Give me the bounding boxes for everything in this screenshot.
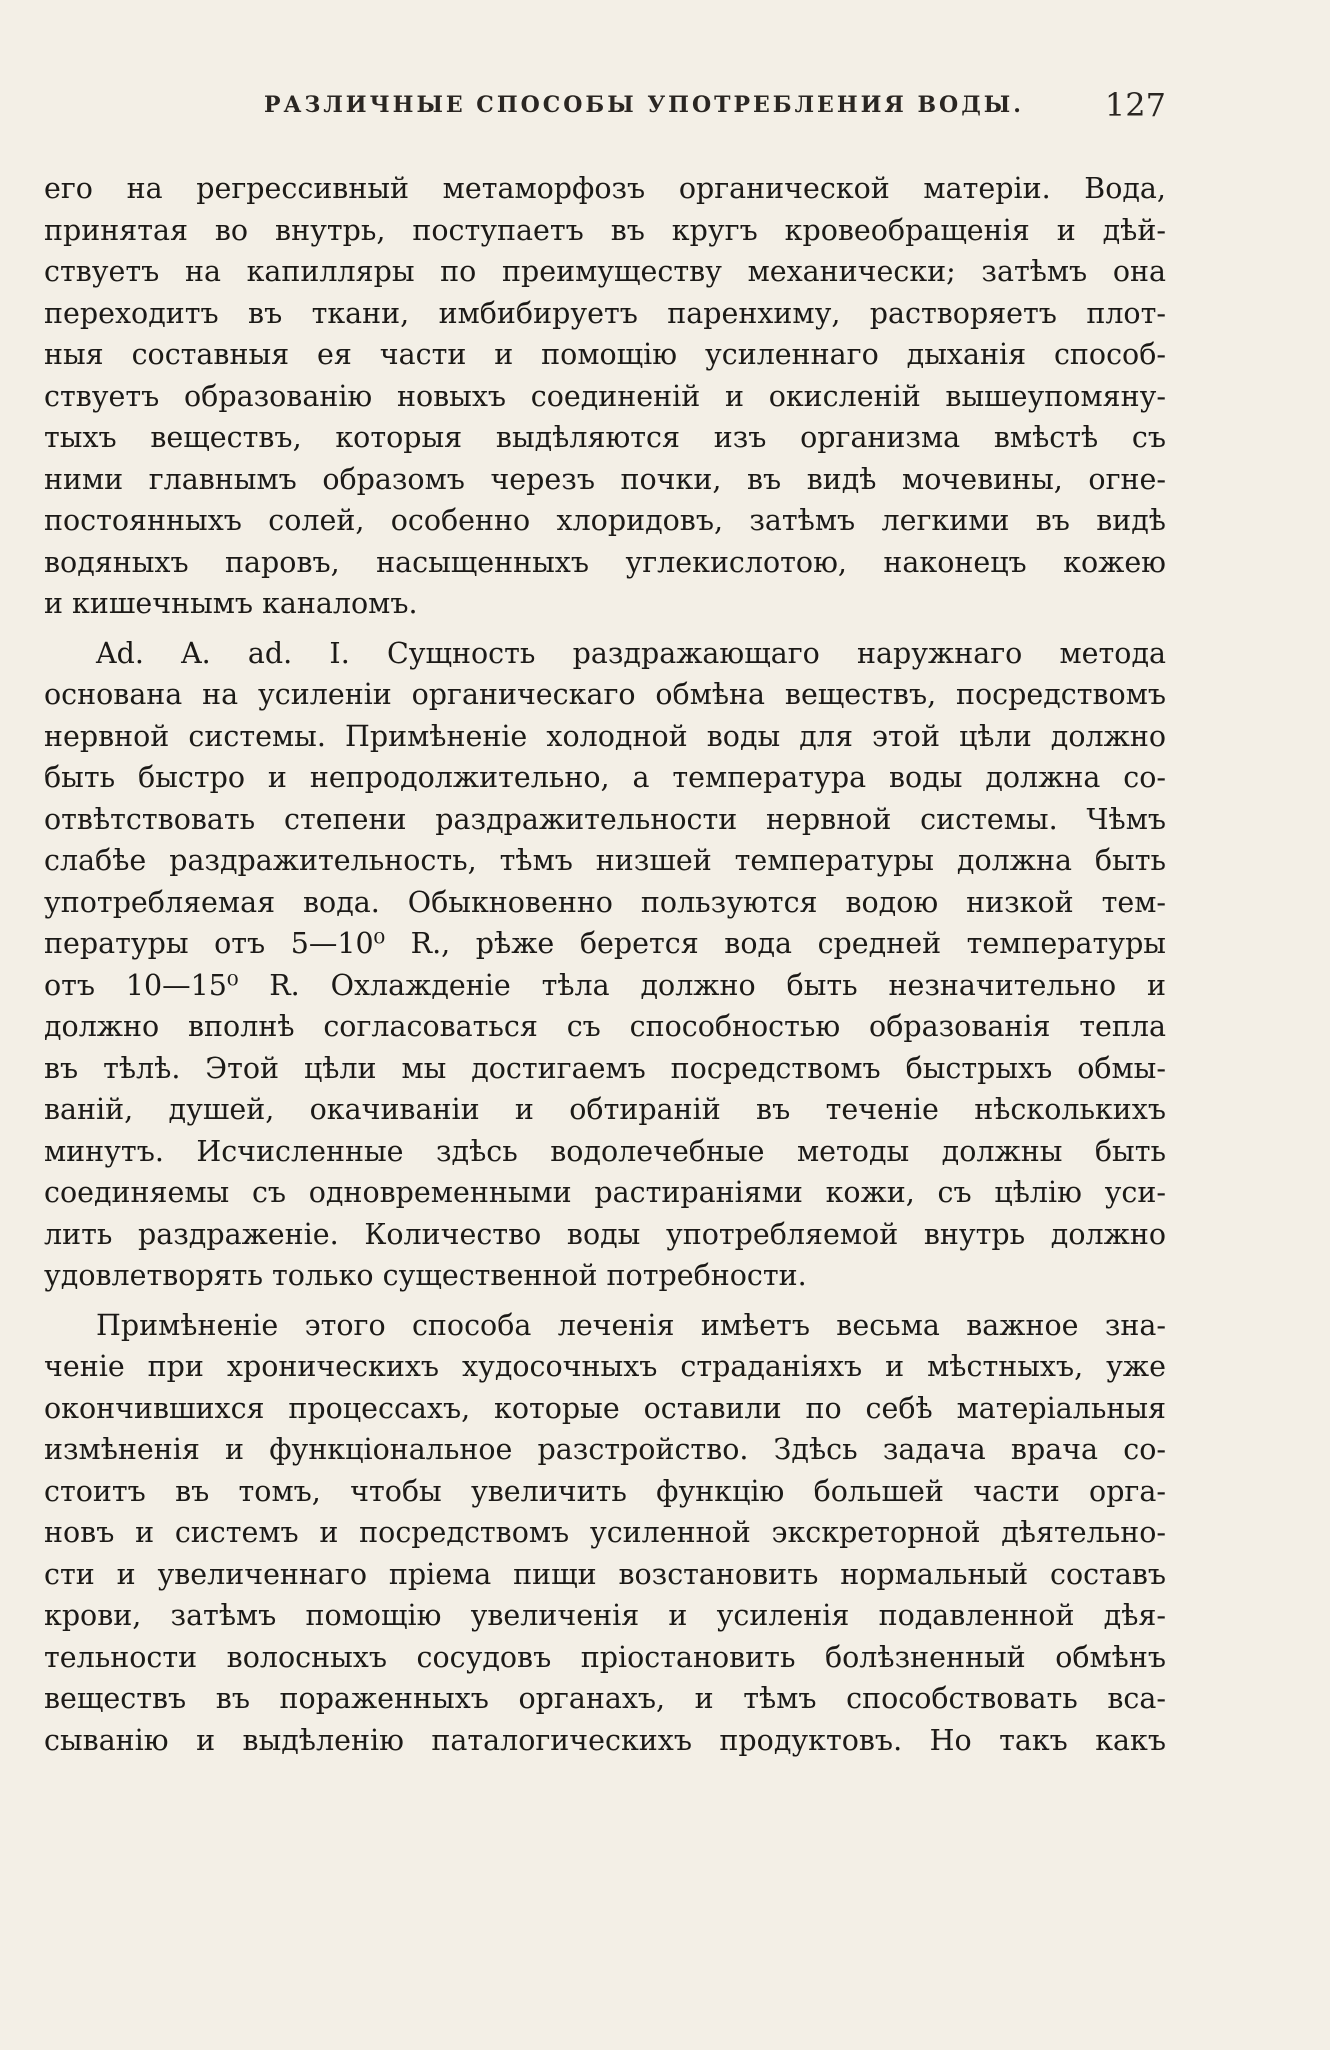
text-line: минутъ. Исчисленные здѣсь водолечебные методы должны быть <box>44 1134 1166 1168</box>
text-line: удовлетворять только существенной потребности. <box>44 1259 807 1292</box>
text-line: сыванію и выдѣленію паталогическихъ продуктовъ. Но такъ какъ <box>44 1723 1166 1757</box>
text-line: тыхъ веществъ, которыя выдѣляются изъ организма вмѣстѣ съ <box>44 421 1166 454</box>
text-line: измѣненія и функціональное разстройство. Здѣсь задача врача со- <box>44 1433 1166 1466</box>
text-line: должно вполнѣ согласоваться съ способностью образованія тепла <box>44 1010 1166 1043</box>
text-line: постоянныхъ солей, особенно хлоридовъ, затѣмъ легкими въ видѣ <box>44 504 1166 537</box>
text-line: водяныхъ паровъ, насыщенныхъ углекислотою, наконецъ кожею <box>44 545 1166 579</box>
running-title: РАЗЛИЧНЫЕ СПОСОБЫ УПОТРЕБЛЕНИЯ ВОДЫ. <box>264 92 1024 118</box>
text-line: ваній, душей, окачиваніи и обтираній въ теченіе нѣсколькихъ <box>44 1093 1166 1126</box>
text-line: стоитъ въ томъ, чтобы увеличить функцію большей части орга- <box>44 1474 1166 1508</box>
text-line: принятая во внутрь, поступаетъ въ кругъ кровеобращенія и дѣй- <box>44 213 1166 247</box>
text-line: переходитъ въ ткани, имбибируетъ паренхиму, растворяетъ плот- <box>44 296 1166 330</box>
text-line: ними главнымъ образомъ черезъ почки, въ видѣ мочевины, огне- <box>44 462 1166 496</box>
text-line: въ тѣлѣ. Этой цѣли мы достигаемъ посредствомъ быстрыхъ обмы- <box>44 1051 1166 1085</box>
text-line: ченіе при хроническихъ худосочныхъ страданіяхъ и мѣстныхъ, уже <box>44 1350 1166 1383</box>
text-line: соединяемы съ одновременными растираніями кожи, съ цѣлію уси- <box>44 1176 1166 1209</box>
text-line: ствуетъ на капилляры по преимуществу механически; затѣмъ она <box>44 255 1166 288</box>
text-line: тельности волосныхъ сосудовъ пріостановить болѣзненный обмѣнъ <box>44 1640 1166 1674</box>
text-line: основана на усиленіи органическаго обмѣна веществъ, посредствомъ <box>44 678 1166 711</box>
text-line: быть быстро и непродолжительно, а температура воды должна со- <box>44 761 1166 794</box>
text-line: веществъ въ пораженныхъ органахъ, и тѣмъ способствовать вса- <box>44 1682 1166 1715</box>
text-line: отвѣтствовать степени раздражительности нервной системы. Чѣмъ <box>44 802 1166 836</box>
text-line: ныя составныя ея части и помощію усиленнаго дыханія способ- <box>44 338 1166 371</box>
text-line: отъ 10—15⁰ R. Охлажденіе тѣла должно быть незначительно и <box>44 968 1166 1002</box>
text-line: ствуетъ образованію новыхъ соединеній и окисленій вышеупомяну- <box>44 379 1166 413</box>
text-line: Ad. A. ad. I. Сущность раздражающаго наружнаго метода <box>96 636 1166 670</box>
text-line: употребляемая вода. Обыкновенно пользуются водою низкой тем- <box>44 885 1166 919</box>
text-line: крови, затѣмъ помощію увеличенія и усиленія подавленной дѣя- <box>44 1599 1166 1632</box>
paragraph-3 <box>44 1305 1166 1762</box>
text-line: сти и увеличеннаго пріема пищи возстановить нормальный составъ <box>44 1557 1166 1591</box>
paragraph-2 <box>44 633 1166 1297</box>
text-line: его на регрессивный метаморфозъ органической матеріи. Вода, <box>44 172 1166 205</box>
page-number: 127 <box>1104 86 1166 124</box>
text-line: Примѣненіе этого способа леченія имѣетъ весьма важное зна- <box>96 1308 1166 1342</box>
paragraph-1 <box>44 168 1166 625</box>
text-line: пературы отъ 5—10⁰ R., рѣже берется вода средней температуры <box>44 927 1166 960</box>
text-line: окончившихся процессахъ, которые оставили по себѣ матеріальныя <box>44 1391 1166 1425</box>
text-line: лить раздраженіе. Количество воды употребляемой внутрь должно <box>44 1217 1166 1251</box>
text-line: и кишечнымъ каналомъ. <box>44 587 418 620</box>
running-head <box>44 86 1166 126</box>
text-line: новъ и системъ и посредствомъ усиленной экскреторной дѣятельно- <box>44 1516 1166 1549</box>
text-line: слабѣе раздражительность, тѣмъ низшей температуры должна быть <box>44 844 1166 877</box>
text-line: нервной системы. Примѣненіе холодной воды для этой цѣли должно <box>44 719 1166 753</box>
body-text <box>44 168 1166 1761</box>
